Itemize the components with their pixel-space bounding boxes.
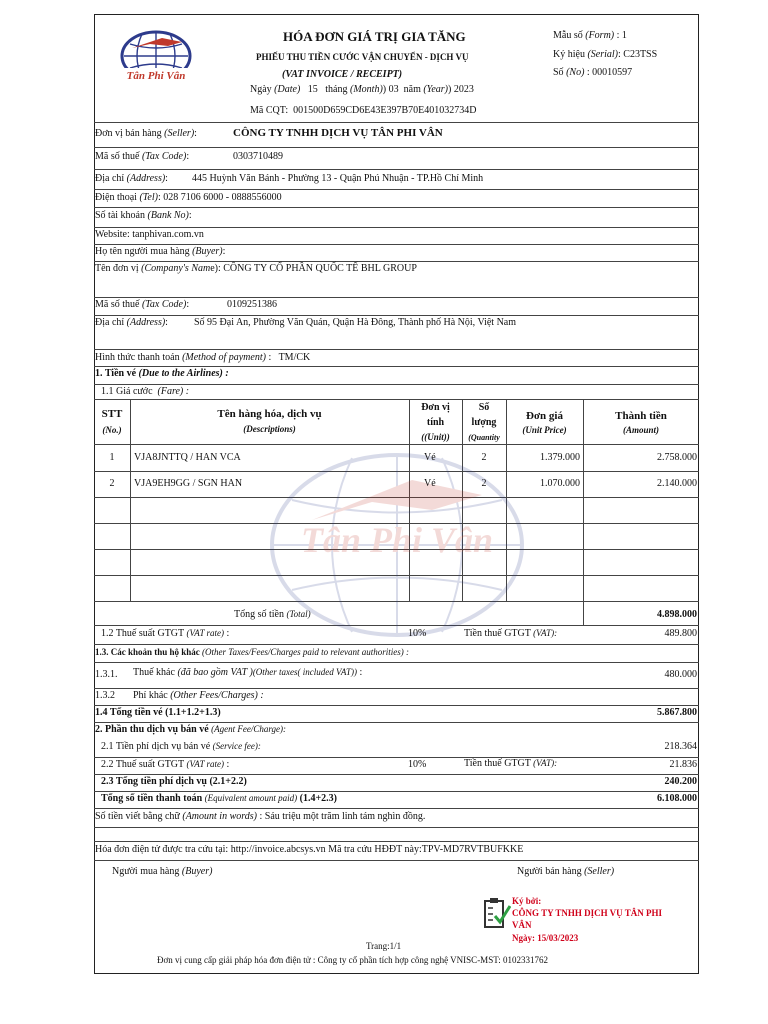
signed-check-icon — [483, 896, 511, 932]
buyer-company: Tên đơn vị (Company's Name): CÔNG TY CỔ PHẦN QUỐC TẾ BHL GROUP — [95, 263, 417, 274]
row-qty: 2 — [481, 478, 487, 489]
total-label: Tổng số tiền (Total) — [234, 609, 311, 620]
row-price: 1.379.000 — [540, 452, 580, 463]
col-qty: Số — [478, 402, 490, 413]
col-desc-en: (Descriptions) — [243, 424, 296, 434]
row-amount: 2.758.000 — [657, 452, 697, 463]
seller-signature-label: Người bán hàng (Seller) — [517, 866, 615, 877]
page-number: Trang:1/1 — [366, 941, 402, 951]
row-stt: 1 — [109, 452, 115, 463]
row-desc: VJA9EH9GG / SGN HAN — [134, 478, 243, 489]
service-total-value: 240.200 — [664, 776, 697, 787]
seller-name-label: Đơn vị bán hàng (Seller): — [95, 128, 197, 139]
invoice-number: Số (No) : 00010597 — [553, 67, 633, 78]
vat-amount: 489.800 — [664, 628, 697, 639]
form-number: Mẫu số (Form) : 1 — [553, 30, 627, 41]
col-stt: STT — [101, 408, 123, 420]
buyer-address-label: Địa chỉ (Address): — [95, 317, 168, 328]
vat-rate: 10% — [408, 628, 427, 639]
serial-number: Ký hiệu (Serial): C23TSS — [553, 49, 658, 60]
col-amount: Thành tiền — [615, 410, 667, 422]
signed-by-label: Ký bởi: — [512, 896, 542, 906]
seller-tax-code: 0303710489 — [233, 151, 283, 162]
seller-phone: Điện thoại (Tel): 028 7106 6000 - 0888556000 — [95, 192, 282, 203]
seller-address-label: Địa chỉ (Address): — [95, 173, 168, 184]
seller-bank: Số tài khoản (Bank No): — [95, 210, 192, 221]
seller-website: Website: tanphivan.com.vn — [95, 229, 204, 240]
service-vat-rate: 10% — [408, 759, 427, 770]
seller-address: 445 Huỳnh Văn Bánh - Phường 13 - Quận Phú Nhuận - TP.Hồ Chí Minh — [192, 173, 484, 184]
watermark-text: Tân Phi Vân — [300, 520, 494, 560]
service-fee-label: 2.1 Tiền phí dịch vụ bán vé (Service fee): — [101, 741, 261, 752]
col-price-en: (Unit Price) — [522, 425, 567, 435]
other-tax-label: Thuế khác (đã bao gồm VAT )(Other taxes( included VAT)) : — [133, 667, 363, 678]
col-amount-en: (Amount) — [622, 425, 659, 435]
grand-total-value: 6.108.000 — [657, 793, 697, 804]
col-unit: Đơn vị — [421, 402, 450, 413]
signer-name-2: VÂN — [512, 920, 532, 930]
buyer-name-label: Họ tên người mua hàng (Buyer): — [95, 246, 226, 257]
section1-title: 1. Tiền vé (Due to the Airlines) : — [95, 368, 229, 379]
col-unit-en: ((Unit)) — [421, 432, 450, 442]
fare-label: 1.1 Giá cước (Fare) : — [101, 386, 190, 397]
seller-name: CÔNG TY TNHH DỊCH VỤ TÂN PHI VÂN — [233, 127, 443, 139]
signed-date: Ngày: 15/03/2023 — [512, 933, 579, 943]
service-fee-value: 218.364 — [664, 741, 697, 752]
col-price: Đơn giá — [526, 410, 563, 422]
invoice-title: HÓA ĐƠN GIÁ TRỊ GIA TĂNG — [283, 29, 466, 44]
service-vat-amount: 21.836 — [669, 759, 697, 770]
amount-in-words: Số tiền viết bằng chữ (Amount in words) : Sáu triệu một trăm linh tám nghìn đồng. — [95, 811, 426, 822]
service-total-label: 2.3 Tổng tiền phí dịch vụ (2.1+2.2) — [101, 776, 247, 787]
buyer-signature-label: Người mua hàng (Buyer) — [112, 866, 213, 877]
section2-title: 2. Phần thu dịch vụ bán vé (Agent Fee/Charge): — [95, 724, 287, 735]
invoice-subtitle: PHIẾU THU TIỀN CƯỚC VẬN CHUYỂN - DỊCH VỤ — [256, 52, 469, 62]
invoice-subtitle-en: (VAT INVOICE / RECEIPT) — [282, 69, 403, 80]
col-desc: Tên hàng hóa, dịch vụ — [217, 408, 322, 420]
col-unit-2: tính — [426, 417, 445, 428]
cqt-code: Mã CQT: 001500D659CD6E43E397B70E401032734D — [250, 105, 477, 116]
row-qty: 2 — [481, 452, 487, 463]
service-vat-amount-label: Tiền thuế GTGT (VAT): — [464, 758, 558, 769]
provider-info: Đơn vị cung cấp giải pháp hóa đơn điện tử : Công ty cổ phần tích hợp công nghệ VNISC-MST: 0102331762 — [157, 955, 548, 965]
grand-total-label: Tổng số tiền thanh toán (Equivalent amount paid) (1.4+2.3) — [101, 793, 337, 804]
col-stt-en: (No.) — [102, 425, 122, 435]
other-fee-no: 1.3.2 — [95, 690, 115, 701]
col-qty-en: (Quantity — [468, 433, 500, 442]
other-tax-no: 1.3.1. — [95, 669, 118, 680]
row-amount: 2.140.000 — [657, 478, 697, 489]
buyer-tax-code: 0109251386 — [227, 299, 277, 310]
invoice-date: Ngày (Date) 15 tháng (Month)) 03 năm (Year)) 2023 — [250, 84, 474, 95]
other-charges-title: 1.3. Các khoản thu hộ khác (Other Taxes/Fees/Charges paid to relevant authorities) : — [95, 647, 410, 657]
lookup-info: Hóa đơn điện tử được tra cứu tại: http://invoice.abcsys.vn Mã tra cứu HĐĐT này:TPV-MD7RVTBUFKKE — [95, 844, 524, 855]
row-stt: 2 — [109, 478, 115, 489]
row-unit: Vé — [424, 478, 436, 489]
other-fee-label: Phí khác (Other Fees/Charges) : — [133, 690, 264, 701]
payment-method: Hình thức thanh toán (Method of payment) : TM/CK — [95, 352, 311, 363]
row-unit: Vé — [424, 452, 436, 463]
other-tax-value: 480.000 — [664, 669, 697, 680]
vat-amount-label: Tiền thuế GTGT (VAT): — [464, 628, 558, 639]
signer-name-1: CÔNG TY TNHH DỊCH VỤ TÂN PHI — [512, 908, 663, 918]
service-vat-label: 2.2 Thuế suất GTGT (VAT rate) : — [101, 759, 230, 770]
ticket-total-value: 5.867.800 — [657, 707, 697, 718]
row-price: 1.070.000 — [540, 478, 580, 489]
col-qty-2: lượng — [471, 417, 497, 428]
logo-text: Tân Phi Vân — [126, 70, 186, 82]
total-value: 4.898.000 — [657, 609, 697, 620]
buyer-address: Số 95 Đại An, Phường Văn Quán, Quận Hà Đông, Thành phố Hà Nội, Việt Nam — [194, 317, 517, 328]
vat-rate-label: 1.2 Thuế suất GTGT (VAT rate) : — [101, 628, 230, 639]
seller-tax-label: Mã số thuế (Tax Code): — [95, 151, 190, 162]
company-logo — [110, 30, 202, 92]
row-desc: VJA8JNTTQ / HAN VCA — [134, 452, 241, 463]
buyer-tax-label: Mã số thuế (Tax Code): — [95, 299, 190, 310]
ticket-total-label: 1.4 Tổng tiền vé (1.1+1.2+1.3) — [95, 707, 221, 718]
